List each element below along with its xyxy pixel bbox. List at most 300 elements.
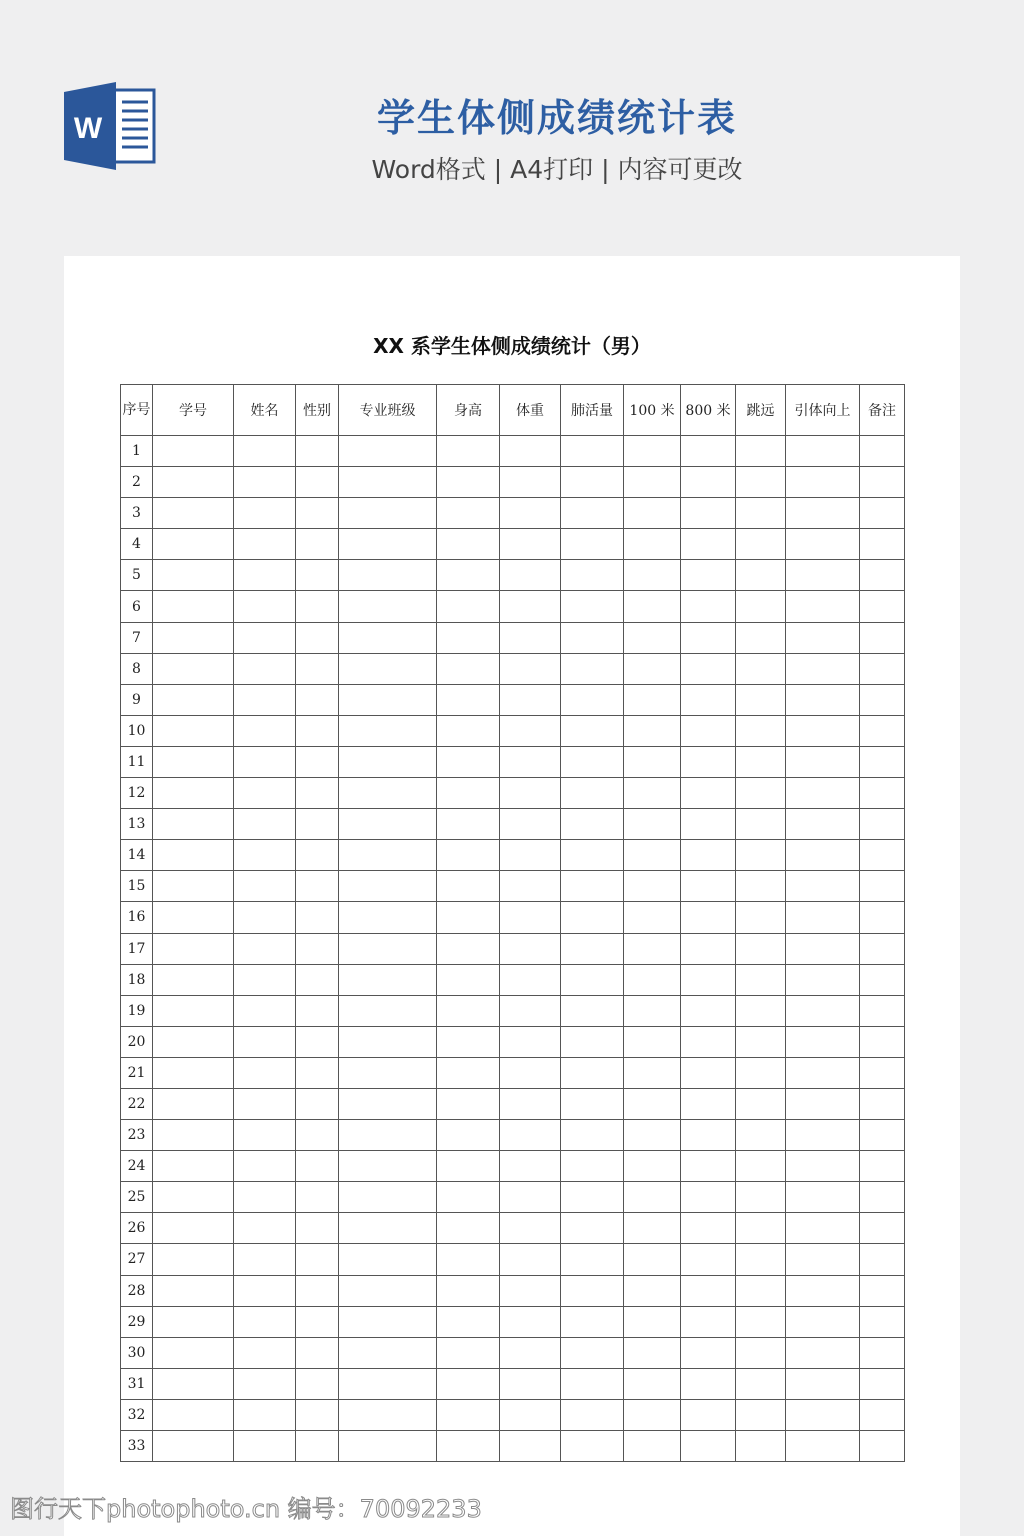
table-cell (786, 1120, 860, 1151)
table-cell (234, 995, 296, 1026)
table-cell (786, 1337, 860, 1368)
table-cell (500, 715, 561, 746)
table-cell (624, 1337, 681, 1368)
table-cell (296, 1151, 339, 1182)
table-row (121, 715, 905, 746)
table-cell (681, 684, 736, 715)
table-cell (786, 964, 860, 995)
table-cell (736, 1431, 786, 1462)
table-cell (500, 871, 561, 902)
table-cell (681, 995, 736, 1026)
table-cell (860, 467, 905, 498)
row-number: 2 (121, 467, 153, 498)
table-cell (339, 871, 437, 902)
table-cell (786, 1431, 860, 1462)
table-cell (561, 1213, 624, 1244)
table-cell (234, 1275, 296, 1306)
table-cell (681, 840, 736, 871)
table-cell (153, 964, 234, 995)
table-cell (234, 715, 296, 746)
table-cell (339, 902, 437, 933)
table-cell (681, 467, 736, 498)
table-row (121, 684, 905, 715)
table-cell (561, 995, 624, 1026)
table-cell (736, 560, 786, 591)
table-cell (561, 871, 624, 902)
table-cell (561, 964, 624, 995)
table-cell (500, 529, 561, 560)
table-cell (561, 684, 624, 715)
table-cell (561, 1337, 624, 1368)
table-cell (786, 715, 860, 746)
table-cell (624, 591, 681, 622)
table-cell (296, 653, 339, 684)
table-cell (153, 746, 234, 777)
table-cell (339, 1337, 437, 1368)
table-cell (860, 1120, 905, 1151)
table-cell (500, 1213, 561, 1244)
table-cell (681, 778, 736, 809)
table-cell (153, 529, 234, 560)
table-cell (624, 1026, 681, 1057)
row-number: 24 (121, 1151, 153, 1182)
table-cell (786, 591, 860, 622)
table-cell (437, 715, 500, 746)
table-cell (234, 1431, 296, 1462)
table-cell (234, 1120, 296, 1151)
table-cell (339, 1431, 437, 1462)
table-cell (860, 529, 905, 560)
table-cell (296, 778, 339, 809)
table-cell (561, 1057, 624, 1088)
document-page (64, 256, 960, 1536)
table-cell (500, 1275, 561, 1306)
table-cell (860, 1399, 905, 1430)
table-cell (437, 684, 500, 715)
table-cell (500, 964, 561, 995)
table-cell (296, 746, 339, 777)
score-table (120, 384, 905, 1462)
table-cell (736, 1368, 786, 1399)
row-number: 1 (121, 436, 153, 467)
table-cell (234, 1182, 296, 1213)
table-cell (339, 1026, 437, 1057)
table-cell (234, 1244, 296, 1275)
table-cell (736, 436, 786, 467)
table-cell (437, 840, 500, 871)
table-cell (561, 840, 624, 871)
table-cell (681, 653, 736, 684)
table-cell (786, 902, 860, 933)
table-row (121, 467, 905, 498)
table-cell (736, 840, 786, 871)
table-cell (736, 498, 786, 529)
row-number: 14 (121, 840, 153, 871)
table-cell (860, 964, 905, 995)
table-cell (500, 467, 561, 498)
table-cell (339, 467, 437, 498)
table-cell (500, 653, 561, 684)
table-cell (624, 715, 681, 746)
table-cell (736, 809, 786, 840)
table-cell (681, 809, 736, 840)
column-header-pull-ups: 引体向上 (786, 385, 860, 436)
table-row (121, 1057, 905, 1088)
row-number: 32 (121, 1399, 153, 1430)
table-cell (736, 715, 786, 746)
table-cell (296, 591, 339, 622)
table-cell (296, 840, 339, 871)
table-row (121, 1275, 905, 1306)
table-cell (681, 1337, 736, 1368)
table-cell (153, 809, 234, 840)
table-cell (786, 1151, 860, 1182)
table-row (121, 995, 905, 1026)
table-cell (561, 902, 624, 933)
table-row (121, 1244, 905, 1275)
table-cell (339, 1120, 437, 1151)
table-cell (339, 1057, 437, 1088)
table-cell (500, 1057, 561, 1088)
table-cell (681, 1120, 736, 1151)
table-cell (786, 498, 860, 529)
table-cell (234, 1088, 296, 1119)
table-cell (736, 1182, 786, 1213)
table-cell (437, 964, 500, 995)
table-cell (153, 684, 234, 715)
table-row (121, 529, 905, 560)
table-cell (437, 1213, 500, 1244)
table-cell (339, 1151, 437, 1182)
table-cell (860, 498, 905, 529)
table-cell (786, 436, 860, 467)
table-cell (681, 1088, 736, 1119)
table-cell (437, 933, 500, 964)
table-cell (234, 871, 296, 902)
row-number: 12 (121, 778, 153, 809)
table-cell (437, 1244, 500, 1275)
table-row (121, 1337, 905, 1368)
table-cell (736, 1337, 786, 1368)
table-cell (234, 1337, 296, 1368)
table-cell (437, 746, 500, 777)
table-cell (296, 809, 339, 840)
table-cell (500, 622, 561, 653)
table-cell (153, 1182, 234, 1213)
table-cell (153, 498, 234, 529)
table-cell (860, 1213, 905, 1244)
table-cell (296, 1182, 339, 1213)
row-number: 20 (121, 1026, 153, 1057)
table-cell (437, 467, 500, 498)
table-cell (153, 1151, 234, 1182)
table-cell (681, 1399, 736, 1430)
table-cell (624, 1088, 681, 1119)
table-cell (624, 902, 681, 933)
table-cell (437, 1399, 500, 1430)
table-body (121, 436, 905, 1462)
table-cell (624, 840, 681, 871)
table-cell (736, 1057, 786, 1088)
table-cell (860, 933, 905, 964)
table-row (121, 591, 905, 622)
table-cell (561, 622, 624, 653)
table-cell (500, 498, 561, 529)
table-cell (624, 1399, 681, 1430)
table-cell (296, 1431, 339, 1462)
table-cell (234, 1399, 296, 1430)
table-cell (736, 1306, 786, 1337)
table-row (121, 840, 905, 871)
table-cell (234, 778, 296, 809)
table-cell (234, 964, 296, 995)
table-cell (624, 1213, 681, 1244)
table-cell (736, 933, 786, 964)
table-cell (296, 529, 339, 560)
column-header-student-id: 学号 (153, 385, 234, 436)
table-cell (860, 653, 905, 684)
table-row (121, 1213, 905, 1244)
table-cell (296, 1213, 339, 1244)
table-cell (500, 1306, 561, 1337)
table-cell (561, 715, 624, 746)
table-cell (681, 1244, 736, 1275)
table-cell (296, 1306, 339, 1337)
column-header-800m: 800 米 (681, 385, 736, 436)
table-cell (234, 1057, 296, 1088)
table-cell (234, 622, 296, 653)
table-cell (786, 1399, 860, 1430)
table-cell (786, 746, 860, 777)
table-cell (736, 746, 786, 777)
table-cell (234, 529, 296, 560)
table-cell (339, 840, 437, 871)
table-cell (296, 560, 339, 591)
table-row (121, 1026, 905, 1057)
table-cell (624, 1120, 681, 1151)
table-row (121, 1088, 905, 1119)
table-cell (736, 1120, 786, 1151)
table-cell (296, 1057, 339, 1088)
table-cell (153, 933, 234, 964)
table-cell (153, 1213, 234, 1244)
table-cell (339, 964, 437, 995)
table-cell (437, 1026, 500, 1057)
table-cell (624, 778, 681, 809)
table-cell (561, 1431, 624, 1462)
table-cell (624, 871, 681, 902)
column-header-gender: 性别 (296, 385, 339, 436)
table-cell (153, 871, 234, 902)
table-cell (153, 1120, 234, 1151)
row-number: 3 (121, 498, 153, 529)
row-number: 10 (121, 715, 153, 746)
table-cell (786, 778, 860, 809)
table-row (121, 902, 905, 933)
row-number: 15 (121, 871, 153, 902)
table-cell (153, 715, 234, 746)
table-cell (860, 622, 905, 653)
table-cell (296, 467, 339, 498)
table-row (121, 1120, 905, 1151)
table-cell (339, 498, 437, 529)
table-cell (736, 653, 786, 684)
table-cell (860, 1431, 905, 1462)
table-cell (234, 1026, 296, 1057)
table-cell (296, 1026, 339, 1057)
table-cell (860, 1088, 905, 1119)
table-cell (860, 560, 905, 591)
table-cell (500, 778, 561, 809)
table-cell (860, 1057, 905, 1088)
table-cell (624, 933, 681, 964)
table-cell (786, 467, 860, 498)
row-number: 26 (121, 1213, 153, 1244)
table-cell (339, 684, 437, 715)
table-cell (500, 436, 561, 467)
table-cell (736, 684, 786, 715)
table-cell (296, 1337, 339, 1368)
table-cell (624, 1182, 681, 1213)
table-cell (153, 622, 234, 653)
table-cell (786, 809, 860, 840)
table-cell (153, 1275, 234, 1306)
table-cell (561, 1399, 624, 1430)
table-cell (339, 746, 437, 777)
row-number: 33 (121, 1431, 153, 1462)
table-cell (500, 840, 561, 871)
table-cell (234, 498, 296, 529)
table-cell (153, 560, 234, 591)
table-cell (786, 871, 860, 902)
table-cell (153, 1337, 234, 1368)
table-cell (234, 902, 296, 933)
column-header-name: 姓名 (234, 385, 296, 436)
row-number: 8 (121, 653, 153, 684)
table-cell (681, 1306, 736, 1337)
table-cell (624, 746, 681, 777)
table-cell (339, 622, 437, 653)
table-cell (561, 529, 624, 560)
table-cell (860, 1275, 905, 1306)
table-row (121, 746, 905, 777)
table-cell (860, 436, 905, 467)
table-cell (736, 1026, 786, 1057)
table-cell (681, 871, 736, 902)
table-cell (437, 1182, 500, 1213)
table-cell (681, 498, 736, 529)
table-cell (437, 809, 500, 840)
table-cell (500, 1244, 561, 1275)
table-row (121, 498, 905, 529)
table-row (121, 1399, 905, 1430)
table-cell (860, 591, 905, 622)
table-cell (681, 436, 736, 467)
table-cell (561, 809, 624, 840)
table-row (121, 871, 905, 902)
table-cell (561, 1088, 624, 1119)
table-cell (860, 871, 905, 902)
table-row (121, 560, 905, 591)
table-cell (296, 1120, 339, 1151)
table-cell (296, 1088, 339, 1119)
word-icon-letter: W (73, 112, 103, 145)
table-cell (681, 1368, 736, 1399)
table-cell (736, 467, 786, 498)
table-cell (736, 1244, 786, 1275)
table-cell (500, 1151, 561, 1182)
table-cell (234, 653, 296, 684)
table-cell (234, 560, 296, 591)
table-cell (437, 591, 500, 622)
table-cell (437, 498, 500, 529)
table-cell (339, 995, 437, 1026)
table-row (121, 1368, 905, 1399)
table-cell (339, 1244, 437, 1275)
table-cell (786, 1306, 860, 1337)
table-cell (339, 1275, 437, 1306)
table-cell (860, 1182, 905, 1213)
table-row (121, 653, 905, 684)
table-cell (153, 995, 234, 1026)
table-cell (624, 964, 681, 995)
table-cell (153, 1431, 234, 1462)
table-cell (624, 809, 681, 840)
table-cell (234, 591, 296, 622)
table-cell (437, 1337, 500, 1368)
table-cell (296, 964, 339, 995)
table-cell (153, 436, 234, 467)
table-cell (681, 529, 736, 560)
table-cell (786, 1088, 860, 1119)
table-cell (681, 1275, 736, 1306)
row-number: 16 (121, 902, 153, 933)
table-cell (500, 1399, 561, 1430)
table-cell (500, 902, 561, 933)
table-cell (296, 933, 339, 964)
table-cell (437, 995, 500, 1026)
table-cell (296, 1368, 339, 1399)
table-cell (234, 684, 296, 715)
table-cell (860, 995, 905, 1026)
table-cell (153, 778, 234, 809)
table-cell (437, 436, 500, 467)
row-number: 6 (121, 591, 153, 622)
table-cell (860, 715, 905, 746)
column-header-100m: 100 米 (624, 385, 681, 436)
table-cell (153, 1026, 234, 1057)
table-cell (153, 1368, 234, 1399)
banner-title: 学生体侧成绩统计表 (376, 96, 737, 140)
table-cell (437, 1431, 500, 1462)
table-cell (339, 560, 437, 591)
table-cell (624, 684, 681, 715)
table-cell (681, 1057, 736, 1088)
table-cell (561, 498, 624, 529)
table-cell (860, 1026, 905, 1057)
table-cell (561, 560, 624, 591)
table-cell (437, 529, 500, 560)
table-cell (736, 591, 786, 622)
table-cell (437, 1275, 500, 1306)
table-cell (437, 1088, 500, 1119)
row-number: 22 (121, 1088, 153, 1119)
column-header-weight: 体重 (500, 385, 561, 436)
table-cell (624, 1368, 681, 1399)
table-cell (153, 1244, 234, 1275)
table-cell (437, 653, 500, 684)
table-cell (296, 902, 339, 933)
